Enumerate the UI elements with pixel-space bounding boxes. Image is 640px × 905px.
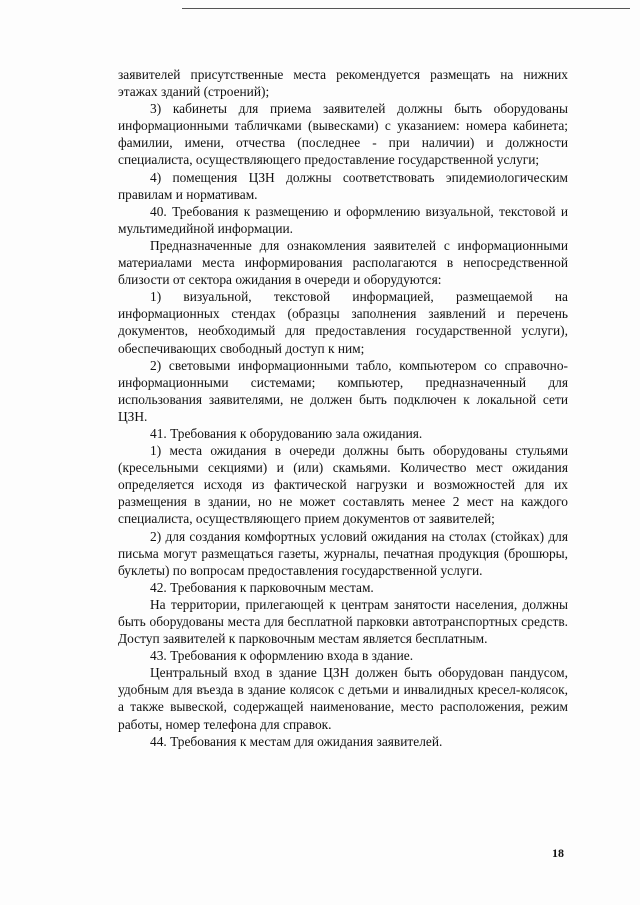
section-heading-42: 42. Требования к парковочным местам. xyxy=(150,579,374,595)
scan-edge-line xyxy=(182,8,630,9)
paragraph: На территории, прилегающей к центрам занятости населения, должны быть оборудованы места для бесплатной парковки автотранспортных средств. Доступ заявителей к парковочным местам является бесплатным. xyxy=(118,596,568,647)
paragraph: заявителей присутственные места рекомендуется размещать на нижних этажах зданий (строений); xyxy=(118,67,568,100)
section-heading-44: 44. Требования к местам для ожидания заявителей. xyxy=(150,733,443,749)
paragraph: 3) кабинеты для приема заявителей должны быть оборудованы информационными табличками (вывесками) с указанием: номера кабинета; фамилии, имени, отчества (последнее - при наличии) и должности специалиста, осуществляющего предоставление государственной услуги; xyxy=(118,101,568,168)
paragraph: 1) места ожидания в очереди должны быть оборудованы стульями (кресельными секциями) и (или) скамьями. Количество мест ожидания определяется исходя из фактической нагрузки и возможностей для их размещения в здании, но не может составлять менее 2 мест на каждого специалиста, осуществляющего прием документов от заявителей; xyxy=(118,443,568,527)
paragraph: 4) помещения ЦЗН должны соответствовать эпидемиологическим правилам и нормативам. xyxy=(118,169,568,202)
paragraph: 2) световыми информационными табло, компьютером со справочно-информационными системами; компьютер, предназначенный для использования заявителями, не должен быть подключен к локальной сети ЦЗН. xyxy=(118,357,568,424)
paragraph: Предназначенные для ознакомления заявителей с информационными материалами места информирования располагаются в непосредственной близости от сектора ожидания в очереди и оборудуются: xyxy=(118,237,568,288)
paragraph: 2) для создания комфортных условий ожидания на столах (стойках) для письма могут размещаться газеты, журналы, печатная продукция (брошюры, буклеты) по вопросам предоставления государственной услуги. xyxy=(118,528,568,578)
paragraph: Центральный вход в здание ЦЗН должен быть оборудован пандусом, удобным для въезда в здание колясок с детьми и инвалидных кресел-колясок, а также вывеской, содержащей наименование, место расположения, режим работы, номер телефона для справок. xyxy=(118,665,568,732)
page-number: 18 xyxy=(552,846,564,860)
section-heading-40: 40. Требования к размещению и оформлению визуальной, текстовой и мультимедийной информации. xyxy=(118,203,568,236)
paragraph: 1) визуальной, текстовой информацией, размещаемой на информационных стендах (образцы заполнения заявлений и перечень документов, необходимый для предоставления государственной услуги), обеспечивающих свободный доступ к ним; xyxy=(118,289,568,356)
section-heading-41: 41. Требования к оборудованию зала ожидания. xyxy=(150,425,423,441)
section-heading-43: 43. Требования к оформлению входа в здание. xyxy=(150,648,414,664)
body-text xyxy=(118,66,568,750)
